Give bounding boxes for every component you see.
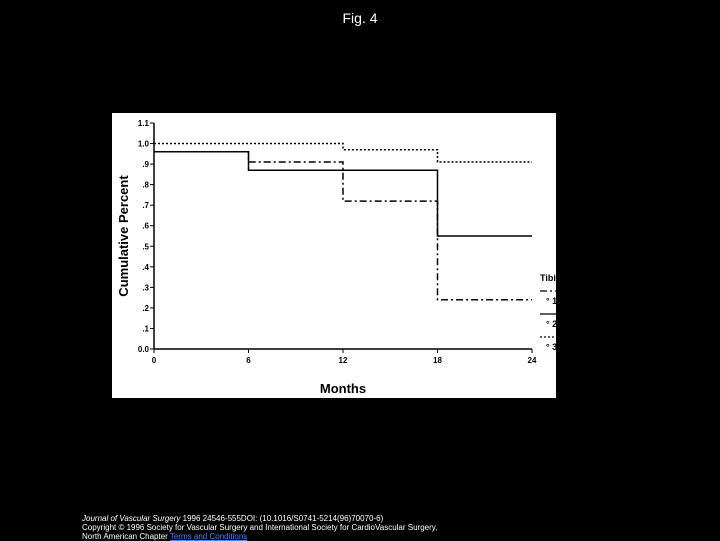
legend-label-1: ° 1 Vessel xyxy=(546,296,588,306)
x-tick-label: 18 xyxy=(433,356,442,365)
citation-ref: 1996 24546-555DOI: (10.1016/S0741-5214(96)70070-6) xyxy=(180,514,384,523)
y-tick-label: .6 xyxy=(142,221,149,231)
citation xyxy=(82,514,712,541)
y-tick-label: .8 xyxy=(142,180,149,190)
slide-title: Fig. 4 xyxy=(342,10,378,26)
legend-label-3: ° 3 Vessel xyxy=(546,342,588,352)
x-tick-label: 6 xyxy=(246,356,251,365)
y-tick-label: .5 xyxy=(142,242,149,252)
publisher-text: North American Chapter xyxy=(82,532,168,541)
y-tick-label: .9 xyxy=(142,160,149,170)
y-axis-label: Cumulative Percent xyxy=(116,175,131,297)
y-tick-label: .2 xyxy=(142,303,149,313)
x-axis-label: Months xyxy=(319,381,367,396)
legend-label-2: ° 2 Vessel xyxy=(546,319,588,329)
survival-chart xyxy=(112,113,595,398)
figure-panel xyxy=(112,113,595,398)
terms-link[interactable]: Terms and Conditions xyxy=(169,532,248,541)
y-tick-label: .7 xyxy=(142,201,149,211)
legend-title: Tibial Runoff xyxy=(540,273,595,283)
y-tick-label: 1.0 xyxy=(137,139,149,149)
x-tick-label: 12 xyxy=(338,356,348,365)
x-tick-label: 0 xyxy=(151,356,157,365)
y-tick-label: .1 xyxy=(142,324,149,334)
journal-name: Journal of Vascular Surgery xyxy=(82,514,181,523)
y-tick-label: 1.1 xyxy=(137,119,149,128)
y-tick-label: 0.0 xyxy=(137,345,149,354)
y-tick-label: .3 xyxy=(142,283,149,293)
x-tick-label: 24 xyxy=(527,356,537,365)
copyright-text: Copyright © 1996 Society for Vascular Surgery and International Society for CardioVascular Surgery, xyxy=(82,523,438,532)
series-line-3 xyxy=(154,144,532,162)
y-tick-label: .4 xyxy=(142,262,149,272)
series-line-1 xyxy=(154,152,532,300)
